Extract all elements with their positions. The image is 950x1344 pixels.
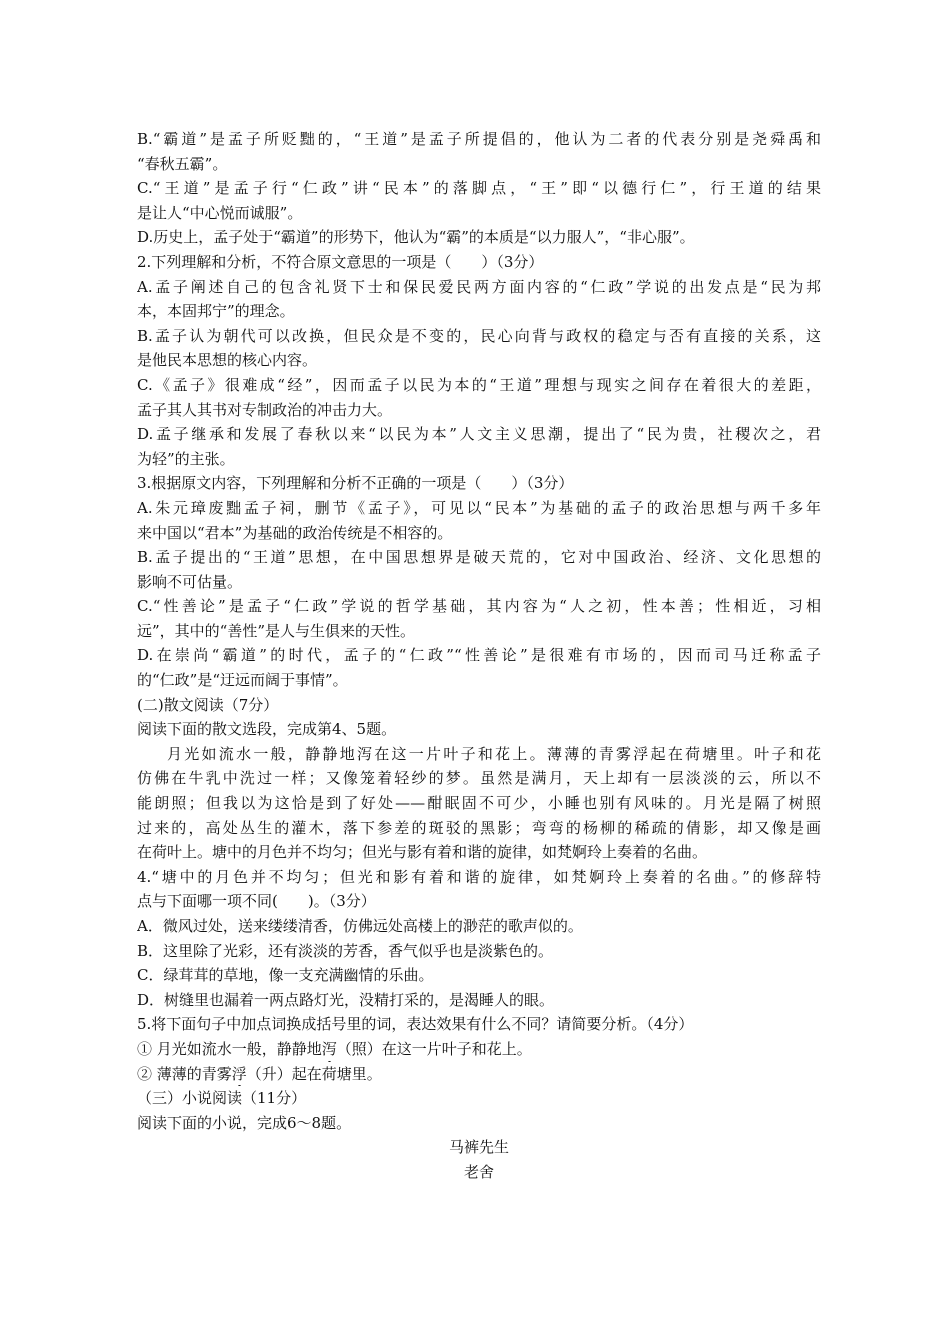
- q5-item-1: [137, 1037, 821, 1062]
- option-d-line-1: D.历史上，孟子处于“霸道”的形势下，他认为“霸”的本质是“以力服人”，“非心服”。: [137, 228, 695, 247]
- q3-option-c-line-1: C.“性善论”是孟子“仁政”学说的哲学基础，其内容为“人之初，性本善；性相近，习相: [137, 597, 821, 616]
- novel-instruction: 阅读下面的小说，完成6～8题。: [137, 1113, 352, 1132]
- q2-option-a-line-1: A.孟子阐述自己的包含礼贤下士和保民爱民两方面内容的“仁政”学说的出发点是“民为邦: [137, 277, 821, 296]
- question-2: 2.下列理解和分析，不符合原文意思的一项是（ ）（3分）: [137, 252, 544, 271]
- q5-item-1-dotted-word: 泻: [322, 1037, 337, 1062]
- q4-option-c: C．绿茸茸的草地，像一支充满幽情的乐曲。: [137, 966, 434, 985]
- q5-item-2-after: （升）起在荷塘里。: [246, 1064, 382, 1083]
- novel-author: 老舍: [463, 1162, 494, 1181]
- prose-instruction: 阅读下面的散文选段，完成第4、5题。: [137, 720, 397, 739]
- option-c-line-1: C.“王道”是孟子行“仁政”讲“民本”的落脚点，“王”即“以德行仁”，行王道的结果: [137, 179, 821, 198]
- q3-option-d-line-1: D.在崇尚“霸道”的时代，孟子的“仁政”“性善论”是很难有市场的，因而司马迁称孟子: [137, 646, 821, 665]
- q4-option-a: A．微风过处，送来缕缕清香，仿佛远处高楼上的渺茫的歌声似的。: [137, 917, 583, 935]
- prose-passage-line-4: 过来的，高处丛生的灌木，落下参差的斑驳的黑影；弯弯的杨柳的稀疏的倩影，却又像是画: [137, 818, 821, 837]
- q5-item-1-after: （照）在这一片叶子和花上。: [336, 1039, 532, 1058]
- novel-title: 马裤先生: [448, 1138, 509, 1157]
- prose-passage-line-1: 月光如流水一般，静静地泻在这一片叶子和花上。薄薄的青雾浮起在荷塘里。叶子和花: [167, 744, 821, 763]
- q2-option-c-line-1: C.《孟子》很难成“经”，因而孟子以民为本的“王道”理想与现实之间存在着很大的差距，: [137, 375, 821, 394]
- document-page: [137, 127, 821, 1185]
- q5-item-2-before: ② 薄薄的青雾: [137, 1064, 232, 1083]
- q2-option-d-line-2: 为轻”的主张。: [137, 449, 235, 468]
- q5-item-2: [137, 1062, 821, 1087]
- q2-option-a-line-2: 本，本固邦宁”的理念。: [137, 302, 295, 321]
- option-c-line-2: 是让人“中心悦而诚服”。: [137, 203, 303, 222]
- q3-option-b-line-2: 影响不可估量。: [137, 572, 243, 591]
- question-4-line-1: 4.“塘中的月色并不均匀；但光和影有着和谐的旋律，如梵婀玲上奏着的名曲。”的修辞特: [137, 867, 821, 886]
- q4-option-b: B．这里除了光彩，还有淡淡的芳香，香气似乎也是淡紫色的。: [137, 941, 554, 960]
- q4-option-d: D．树缝里也漏着一两点路灯光，没精打采的，是渴睡人的眼。: [137, 990, 555, 1009]
- q3-option-d-line-2: 的“仁政”是“迂远而阔于事情”。: [137, 671, 348, 690]
- question-4-line-2: 点与下面哪一项不同( )。（3分）: [137, 892, 376, 911]
- prose-passage-line-3: 能朗照；但我以为这恰是到了好处——酣眠固不可少，小睡也别有风味的。月光是隔了树照: [137, 794, 821, 813]
- q3-option-c-line-2: 远”，其中的“善性”是人与生俱来的天性。: [137, 621, 416, 640]
- option-b-line-1: B.“霸道”是孟子所贬黜的，“王道”是孟子所提倡的，他认为二者的代表分别是尧舜禹和: [137, 130, 821, 148]
- q2-option-b-line-1: B.孟子认为朝代可以改换，但民众是不变的，民心向背与政权的稳定与否有直接的关系，这: [137, 326, 821, 345]
- section-novel-heading: （三）小说阅读（11分）: [137, 1089, 307, 1108]
- question-3: 3.根据原文内容，下列理解和分析不正确的一项是（ ）（3分）: [137, 474, 574, 493]
- q2-option-b-line-2: 是他民本思想的核心内容。: [137, 351, 318, 370]
- prose-passage-line-2: 仿佛在牛乳中洗过一样；又像笼着轻纱的梦。虽然是满月，天上却有一层淡淡的云，所以不: [137, 769, 821, 788]
- section-prose-heading: (二)散文阅读（7分）: [137, 695, 279, 714]
- prose-passage-line-5: 在荷叶上。塘中的月色并不均匀；但光与影有着和谐的旋律，如梵婀玲上奏着的名曲。: [137, 843, 708, 862]
- q3-option-b-line-1: B.孟子提出的“王道”思想，在中国思想界是破天荒的，它对中国政治、经济、文化思想的: [137, 548, 821, 567]
- q2-option-d-line-1: D.孟子继承和发展了春秋以来“以民为本”人文主义思潮，提出了“民为贵，社稷次之，君: [137, 425, 821, 444]
- q3-option-a-line-1: A.朱元璋废黜孟子祠，删节《孟子》，可见以“民本”为基础的孟子的政治思想与两千多年: [137, 498, 821, 517]
- option-b-line-2: “春秋五霸”。: [137, 154, 228, 173]
- q5-item-1-before: ① 月光如流水一般，静静地: [137, 1039, 322, 1058]
- q2-option-c-line-2: 孟子其人其书对专制政治的冲击力大。: [137, 400, 393, 419]
- q5-item-2-dotted-word: 浮: [232, 1062, 247, 1087]
- q3-option-a-line-2: 来中国以“君本”为基础的政治传统是不相容的。: [137, 523, 453, 542]
- question-5: 5.将下面句子中加点词换成括号里的词，表达效果有什么不同？请简要分析。（4分）: [137, 1015, 694, 1034]
